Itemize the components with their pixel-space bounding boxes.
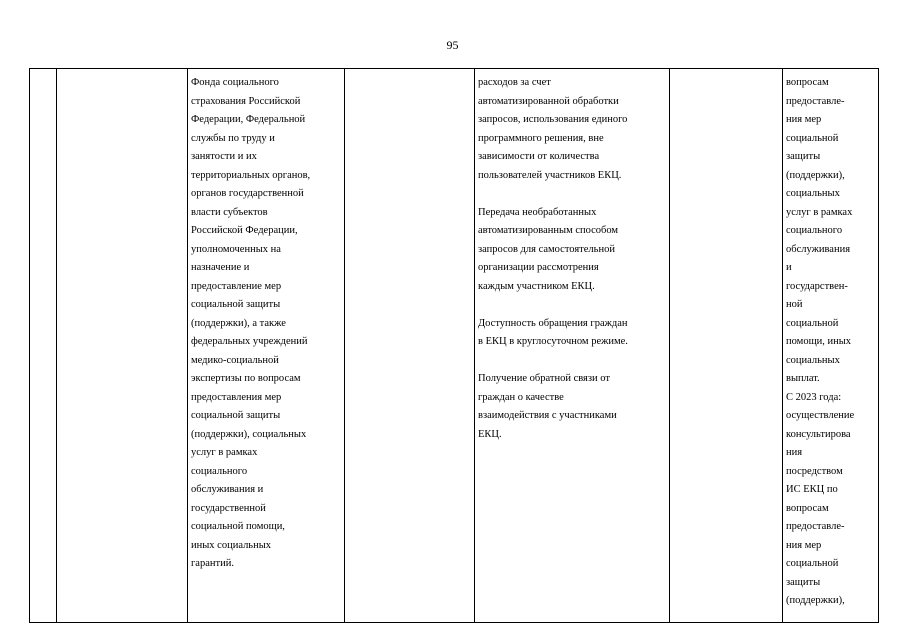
cell-5-paragraph-2: Передача необработанных автоматизированным способом запросов для самостоятельной организации рассмотрения каждым участником ЕКЦ. (478, 206, 619, 292)
table-cell-7 (783, 69, 879, 623)
table-cell-1 (30, 69, 57, 623)
table-cell-6 (670, 69, 783, 623)
cell-5-paragraph-3: Доступность обращения граждан в ЕКЦ в круглосуточном режиме. (478, 317, 628, 347)
cell-5-paragraph-1: расходов за счет автоматизированной обработки запросов, использования единого программного решения, вне зависимости от количества пользователей участников ЕКЦ. (478, 77, 628, 181)
table-cell-5 (475, 69, 670, 623)
table-cell-3 (188, 69, 345, 623)
document-table (29, 68, 879, 623)
page-number: 95 (446, 38, 459, 52)
cell-7-paragraph-2: С 2023 года: осуществление консультирова ния посредством ИС ЕКЦ по вопросам предоставле- ния мер социальной защиты (поддержки), (786, 391, 855, 606)
table-cell-2 (57, 69, 188, 623)
cell-3-paragraph: Фонда социального страхования Российской Федерации, Федеральной службы по труду и занятости и их территориальных органов, органов государственной власти субъектов Российской Федерации, уполномоченных на назначение и предоставление мер социальной защиты (поддержки), а также федеральных учреждений медико-социальной экспертизы по вопросам предоставления мер социальной защиты (поддержки), социальных услуг в рамках социального обслуживания и государственной социальной помощи, иных социальных гарантий. (191, 77, 311, 569)
cell-5-paragraph-4: Получение обратной связи от граждан о качестве взаимодействия с участниками ЕКЦ. (478, 373, 617, 440)
table-cell-4 (345, 69, 475, 623)
table-row (30, 69, 879, 623)
cell-7-paragraph-1: вопросам предоставле- ния мер социальной защиты (поддержки), социальных услуг в рамках социального обслуживания и государствен- ной социальной помощи, иных социальных выплат. (786, 77, 853, 384)
